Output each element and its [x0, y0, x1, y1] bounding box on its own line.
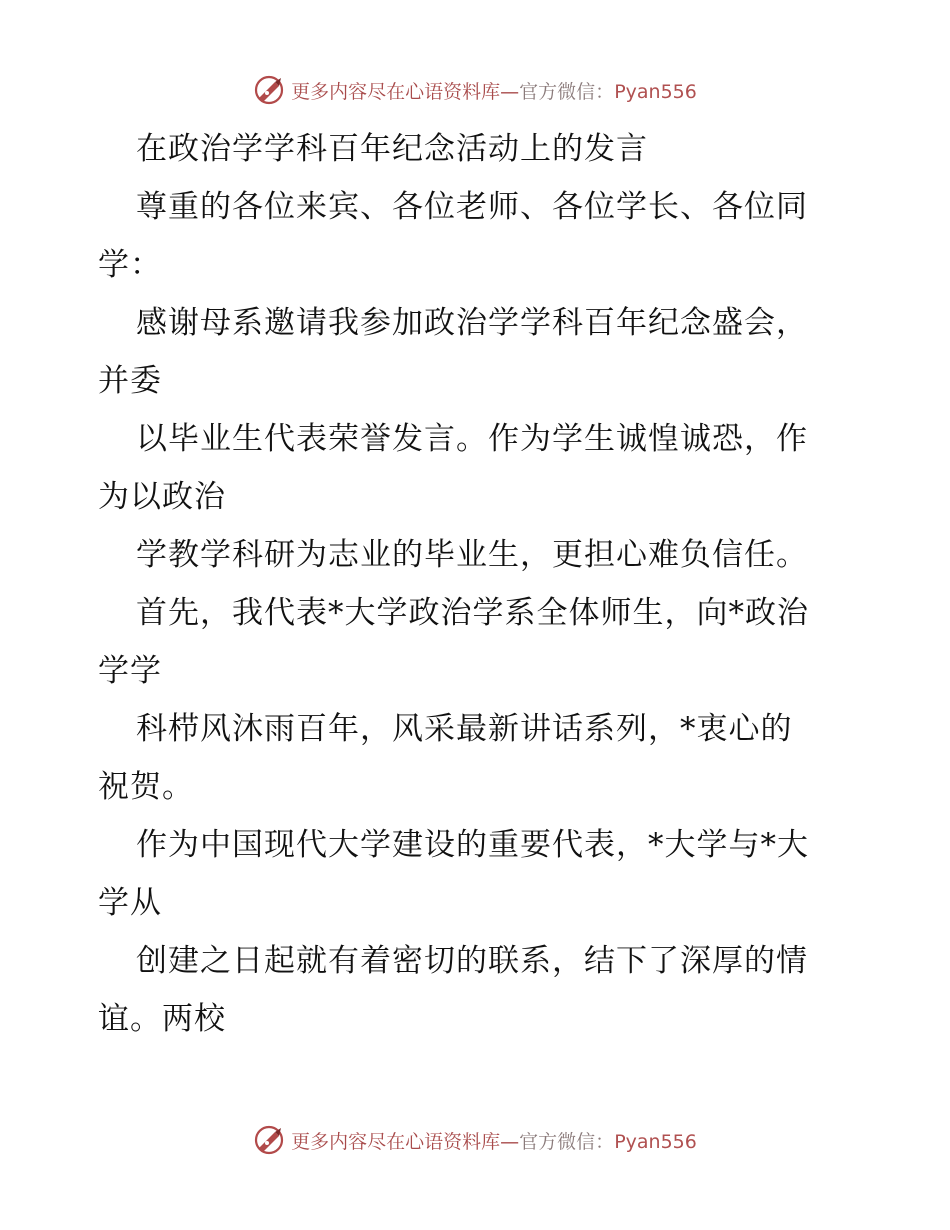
banner-wechat-id: Pyan556 — [614, 1130, 697, 1153]
text-line: 创建之日起就有着密切的联系，结下了深厚的情 — [136, 943, 808, 979]
text-line: 学： — [98, 247, 162, 283]
header-banner — [0, 72, 950, 108]
text-line: 感谢母系邀请我参加政治学学科百年纪念盛会， — [136, 305, 808, 341]
banner-text — [291, 77, 697, 104]
text-line: 作为中国现代大学建设的重要代表，*大学与*大 — [136, 827, 809, 863]
text-line: 为以政治 — [98, 479, 226, 515]
banner-title: 更多内容尽在心语资料库 — [291, 1130, 501, 1153]
text-line: 学学 — [98, 653, 162, 689]
text-line: 谊。两校 — [98, 1001, 226, 1037]
banner-title: 更多内容尽在心语资料库 — [291, 80, 501, 103]
text-line: 并委 — [98, 363, 162, 399]
text-line: 学从 — [98, 885, 162, 921]
banner-wechat-id: Pyan556 — [614, 80, 697, 103]
banner-dash: — — [500, 80, 520, 103]
text-line: 以毕业生代表荣誉发言。作为学生诚惶诚恐，作 — [136, 421, 808, 457]
text-line: 祝贺。 — [98, 769, 194, 805]
text-line: 在政治学学科百年纪念活动上的发言 — [136, 131, 648, 167]
pen-logo-icon — [253, 74, 285, 106]
banner-wechat-label: 官方微信： — [519, 80, 615, 103]
text-line: 科栉风沐雨百年，风采最新讲话系列，*衷心的 — [136, 711, 793, 747]
text-line: 尊重的各位来宾、各位老师、各位学长、各位同 — [136, 189, 808, 225]
pen-logo-icon — [253, 1124, 285, 1156]
footer-banner — [0, 1122, 950, 1158]
text-line: 学教学科研为志业的毕业生，更担心难负信任。 — [136, 537, 808, 573]
text-line: 首先，我代表*大学政治学系全体师生，向*政治 — [136, 595, 809, 631]
document-body — [98, 120, 858, 1048]
banner-dash: — — [500, 1130, 520, 1153]
banner-wechat-label: 官方微信： — [519, 1130, 615, 1153]
banner-text — [291, 1127, 697, 1154]
